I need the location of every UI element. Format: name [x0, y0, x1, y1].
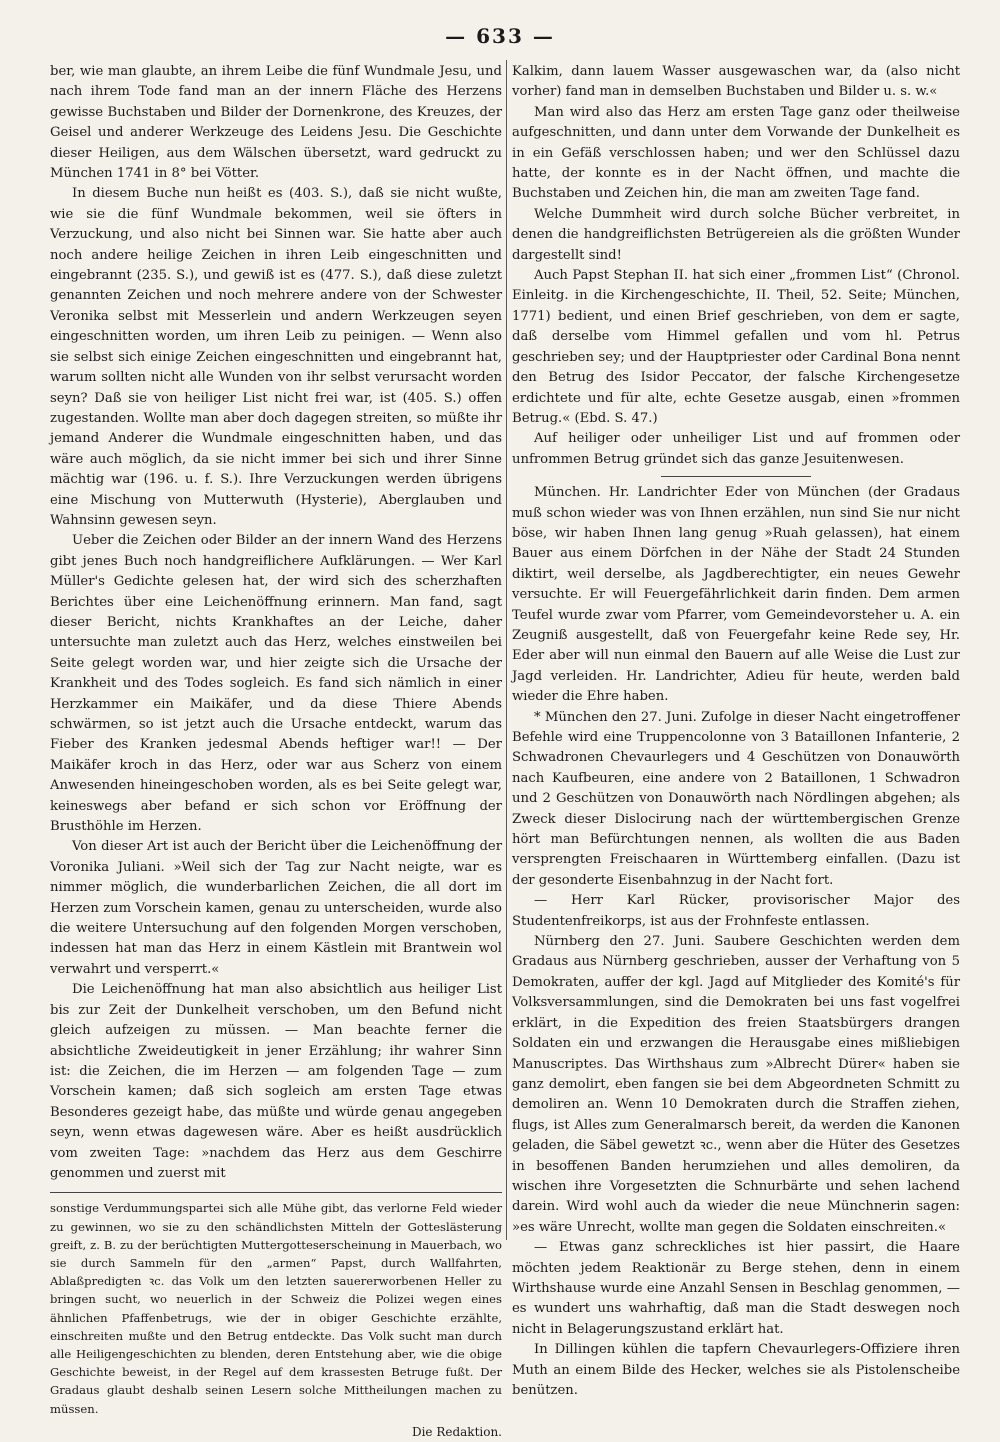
paragraph: Auf heiliger oder unheiliger List und auf frommen oder unfrommen Betrug gründet sich das ganze Jesuitenwesen.: [512, 431, 960, 467]
paragraph: ber, wie man glaubte, an ihrem Leibe die fünf Wundmale Jesu, und nach ihrem Tode fand man an der innern Fläche des Herzens gewisse Buchstaben und Bilder der Dornenkrone, des Kreuzes, der Geisel und anderer Werkzeuge des Leidens Jesu. Die Geschichte dieser Heiligen, aus dem Wälschen übersetzt, ward gedruckt zu München 1741 in 8° bei Vötter.: [50, 64, 502, 182]
footnote: sonstige Verdummungspartei sich alle Mühe gibt, das verlorne Feld wieder zu gewinnen, wo sie zu den schändlichsten Mitteln der Gotteslästerung greift, z. B. zu der berüchtigten Muttergotteserscheinung in Mauerbach, wo sie durch Sammeln für den „armen“ Papst, durch Wallfahrten, Ablaßpredigten ꝛc. das Volk um den letzten sauererworbenen Heller zu bringen sucht, wo neuerlich in der Schweiz die Polizei wegen eines ähnlichen Pfaffenbetrugs, wie der in obiger Geschichte erzählte, einschreiten mußte und den Betrug entdeckte. Das Volk sucht man durch alle Heiligengeschichten zu blenden, deren Entstehung aber, wie die obige Geschichte beweist, in der Regel auf dem krassesten Betruge fußt. Der Gradaus glaubt deshalb seinen Lesern solche Mittheilungen machen zu müssen.: [50, 1201, 502, 1416]
paragraph: Die Leichenöffnung hat man also absichtlich aus heiliger List bis zur Zeit der Dunkelheit verschoben, um den Befund nicht gleich aufzeigen zu müssen. — Man beachte ferner die absichtliche Zweideutigkeit in jener Erzählung; ihr wahrer Sinn ist: die Zeichen, die im Herzen — am folgenden Tage — zum Vorschein kamen; daß sich sogleich am ersten Tage etwas Besonderes gezeigt habe, das müßte und würde genau angegeben seyn, wenn etwas dagewesen wäre. Aber es heißt ausdrücklich vom zweiten Tage: »nachdem das Herz aus dem Geschirre genommen und zuerst mit: [50, 982, 502, 1181]
paragraph: Auch Papst Stephan II. hat sich einer „frommen List“ (Chronol. Einleitg. in die Kirchengeschichte, II. Theil, 52. Seite; München, 1771) bedient, und einen Brief geschrieben, von dem er sagte, daß derselbe vom Himmel gefallen und vom hl. Petrus geschrieben sey; und der Hauptpriester oder Cardinal Bona nennt den Betrug des Isidor Peccator, der falsche Kirchengesetze erdichtete und für alte, echte Gesetze ausgab, einen »frommen Betrug.« (Ebd. S. 47.): [512, 268, 960, 426]
paragraph: Von dieser Art ist auch der Bericht über die Leichenöffnung der Voronika Juliani. »Weil sich der Tag zur Nacht neigte, war es nimmer möglich, die wunderbarlichen Zeichen, die all dort im Herzen zum Vorschein kamen, genau zu unterscheiden, wurde also die weitere Untersuchung auf den folgenden Morgen verschoben, indessen hat man das Herz in einem Kästlein mit Brantwein wol verwahrt und versperrt.«: [50, 839, 502, 977]
news-item-nuernberg: Nürnberg den 27. Juni. Saubere Geschichten werden dem Gradaus aus Nürnberg geschrieben, ausser der Verhaftung von 5 Demokraten, auffer der kgl. Jagd auf Mitglieder des Komité's für Volksversammlungen, sind die Demokraten bei uns fast vogelfrei erklärt, in die Expedition des freien Staatsbürgers drangen Soldaten ein und erzwangen die Herausgabe eines mißliebigen Manuscriptes. Das Wirthshaus zum »Albrecht Dürer« haben sie ganz demolirt, eben fangen sie bei dem Abgeordneten Schmitt zu demoliren an. Wenn 10 Demokraten durch die Straffen ziehen, flugs, ist Alles zum Generalmarsch bereit, da werden die Kanonen geladen, die Säbel gewetzt ꝛc., wenn aber die Hüter des Gesetzes in besoffenen Banden herumziehen und alles demoliren, da wischen ihre Vorgesetzten die Schnurbärte und sehen lachend darein. Wird wohl auch da wieder die neue Münchnerin sagen: »es wäre Unrecht, wollte man gegen die Soldaten einschreiten.«: [512, 934, 960, 1235]
left-column: [50, 62, 502, 1442]
paragraph: Ueber die Zeichen oder Bilder an der innern Wand des Herzens gibt jenes Buch noch handgreiflichere Aufklärungen. — Wer Karl Müller's Gedichte gelesen hat, der wird sich des scherzhaften Berichtes über eine Leichenöffnung erinnern. Man fand, sagt dieser Bericht, nichts Krankhaftes an der Leiche, daher untersuchte man zuletzt auch das Herz, welches einstweilen bei Seite gelegt worden war, und hier zeigte sich die Ursache der Krankheit und des Todes sogleich. Es fand sich nämlich in einer Herzkammer ein Maikäfer, und da diese Thiere Abends schwärmen, so ist jetzt auch die Ursache entdeckt, warum das Fieber des Kranken jedesmal Abends heftiger war!! — Der Maikäfer kroch in das Herz, oder war aus Scherz von einem Anwesenden hineingeschoben worden, als es bei Seite gelegt war, keineswegs aber befand er sich schon vor Eröffnung der Brusthöhle im Herzen.: [50, 533, 502, 835]
news-item-ruecker: — Herr Karl Rücker, provisorischer Major des Studentenfreikorps, ist aus der Frohnfeste entlassen.: [512, 893, 960, 929]
right-column: [512, 62, 960, 1401]
paragraph: Man wird also das Herz am ersten Tage ganz oder theilweise aufgeschnitten, und dann unter dem Vorwande der Dunkelheit es in ein Gefäß verschlossen haben; und wer den Schlüssel dazu hatte, der konnte es in der Nacht öffnen, und machte die Buchstaben und Zeichen hin, die man am zweiten Tage fand.: [512, 104, 960, 202]
paragraph: In diesem Buche nun heißt es (403. S.), daß sie nicht wußte, wie sie die fünf Wundmale bekommen, weil sie öfters in Verzuckung, und also nicht bei Sinnen war. Sie hatte aber auch noch andere heilige Zeichen in ihren Leib eingeschnitten und eingebrannt (235. S.), und gewiß ist es (477. S.), daß diese zuletzt genannten Zeichen und noch mehrere andere von der Schwester Veronika selbst mit Messerlein und andern Werkzeugen seyen eingeschnitten worden, um ihren Leib zu peinigen. — Wenn also sie selbst sich einige Zeichen eingeschnitten und eingebrannt hat, warum sollten nicht alle Wunden von ihr selbst verursacht worden seyn? Daß sie von heiliger List nicht frei war, ist (405. S.) offen zugestanden. Wollte man aber doch dagegen streiten, so müßte ihr jemand Anderer die Wundmale eingeschnitten haben, und das wäre auch möglich, da sie nicht immer bei sich und ihrer Sinne mächtig war (196. u. f. S.). Ihre Verzuckungen werden übrigens eine Mischung von Mutterwuth (Hysterie), Aberglauben und Wahnsinn gewesen seyn.: [50, 186, 502, 528]
column-divider: [506, 60, 507, 1240]
footnote-rule: [50, 1192, 502, 1193]
paragraph: Welche Dummheit wird durch solche Bücher verbreitet, in denen die handgreiflichsten Betrügereien als die größten Wunder dargestellt sind!: [512, 206, 960, 263]
paragraph: Kalkim, dann lauem Wasser ausgewaschen war, da (also nicht vorher) fand man in demselben Buchstaben und Bilder u. s. w.«: [512, 64, 960, 100]
section-separator: [661, 476, 811, 477]
page-number: — 633 —: [445, 24, 555, 48]
news-item-muenchen: München. Hr. Landrichter Eder von München (der Gradaus muß schon wieder was von Ihnen erzählen, nun sind Sie nur nicht böse, wir haben Ihnen lang genug »Ruah gelassen), hat einem Bauer aus einem Dörfchen in der Nähe der Stadt 24 Stunden diktirt, weil derselbe, als Jagdberechtigter, ein neues Gewehr versuchte. Er will Feuergefährlichkeit darin finden. Dem armen Teufel wurde zwar vom Pfarrer, vom Gemeindevorsteher u. A. ein Zeugniß ausgestellt, daß von Feuergefahr keine Rede sey, Hr. Eder aber will nun einmal den Bauern auf alle Weise die Lust zur Jagd verleiden. Hr. Landrichter, Adieu für heute, werden bald wieder die Ehre haben.: [512, 485, 960, 705]
signature: Die Redaktion.: [411, 1424, 502, 1439]
news-item-sensen: — Etwas ganz schreckliches ist hier passirt, die Haare möchten jedem Reaktionär zu Berge stehen, denn in einem Wirthshause wurde eine Anzahl Sensen in Beschlag genommen, — es wundert uns wahrhaftig, daß man die Stadt deswegen noch nicht in Belagerungszustand erklärt hat.: [512, 1240, 960, 1337]
news-item-muenchen-troops: * München den 27. Juni. Zufolge in dieser Nacht eingetroffener Befehle wird eine Truppencolonne von 3 Bataillonen Infanterie, 2 Schwadronen Chevaurlegers und 4 Geschützen von Donauwörth nach Kaufbeuren, eine andere von 2 Bataillonen, 1 Schwadron und 2 Geschützen von Donauwörth nach Nördlingen abgehen; als Zweck dieser Dislocirung nach der württembergischen Grenze hört man Befürchtungen nennen, als wollten die aus Baden versprengten Freischaaren in Württemberg einfallen. (Dazu ist der gesonderte Eisenbahnzug in der Nacht fort.: [512, 709, 960, 888]
news-item-dillingen: In Dillingen kühlen die tapfern Chevaurlegers-Offiziere ihren Muth an einem Bilde des Hecker, welches sie als Pistolenscheibe benützen.: [512, 1342, 960, 1398]
